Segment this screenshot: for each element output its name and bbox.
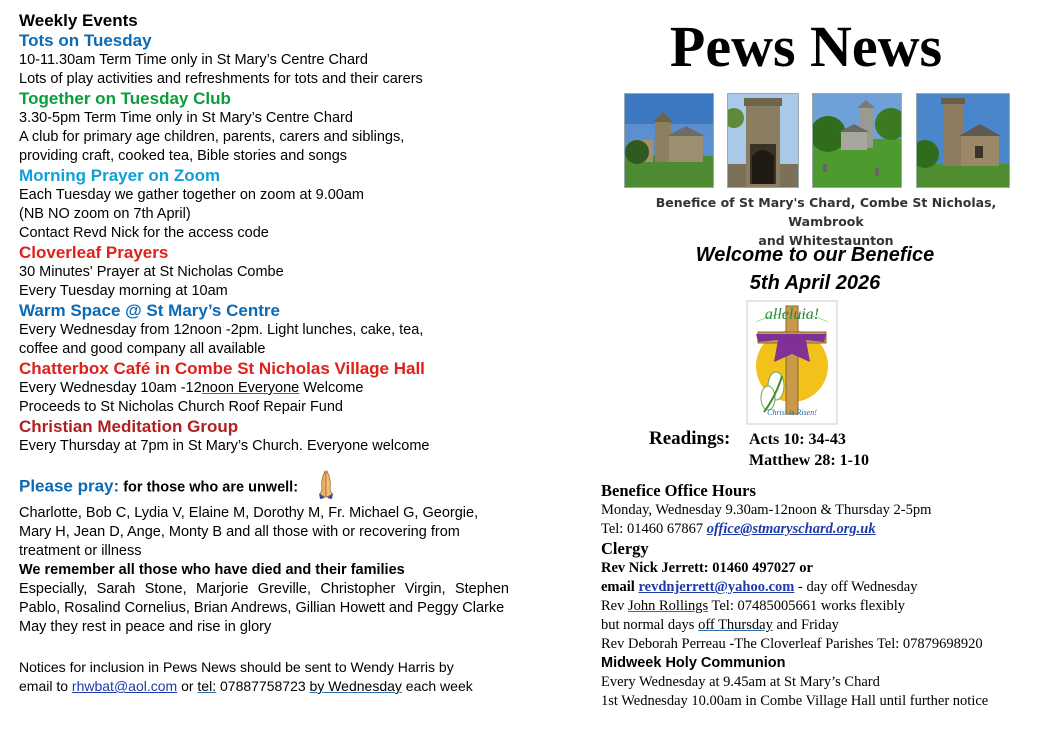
readings-label: Readings:: [649, 428, 731, 449]
church-photo-strip: [624, 93, 1020, 188]
logo-alleluia-text: alleluia!: [764, 306, 820, 323]
event-line: Every Tuesday morning at 10am: [19, 283, 228, 299]
logo-risen-text: Christ is Risen!: [767, 408, 817, 417]
clergy-nick: Rev Nick Jerrett: 01460 497027 or: [601, 560, 813, 576]
event-line: (NB NO zoom on 7th April): [19, 206, 191, 222]
event-line: Every Wednesday 10am -12noon Everyone Welcome: [19, 380, 364, 396]
event-title-together: Together on Tuesday Club: [19, 89, 231, 108]
weekly-events-heading: Weekly Events: [19, 11, 138, 30]
praying-hands-icon: [316, 469, 336, 506]
event-line: Every Wednesday from 12noon -2pm. Light lunches, cake, tea,: [19, 322, 424, 338]
rest-line: May they rest in peace and rise in glory: [19, 619, 272, 635]
remember-names: Especially, Sarah Stone, Marjorie Greville, Christopher Virgin, Stephen Pablo, Rosalind Cornelius, Brian Andrews, Gillian Howett and Peggy Clarke: [19, 581, 509, 616]
church-photo: [812, 93, 902, 188]
office-tel: Tel: 01460 67867 office@stmaryschard.org.uk: [601, 521, 876, 537]
clergy-deborah: Rev Deborah Perreau -The Cloverleaf Parishes Tel: 07879698920: [601, 636, 983, 652]
event-line: Contact Revd Nick for the access code: [19, 225, 269, 241]
welcome-heading: Welcome to our Benefice 5th April 2026: [695, 244, 935, 294]
church-photo: [624, 93, 714, 188]
event-line: providing craft, cooked tea, Bible stories and songs: [19, 148, 348, 164]
event-line: A club for primary age children, parents, carers and siblings,: [19, 129, 405, 145]
event-title-chatterbox: Chatterbox Café in Combe St Nicholas Village Hall: [19, 359, 425, 378]
event-line: Lots of play activities and refreshments for tots and their carers: [19, 71, 423, 87]
midweek-heading: Midweek Holy Communion: [601, 655, 786, 671]
benefice-caption: Benefice of St Mary's Chard, Combe St Nicholas, Wambrook and Whitestaunton: [655, 195, 997, 248]
church-photo: [727, 93, 799, 188]
reading-2: Matthew 28: 1-10: [749, 452, 869, 469]
readings: [649, 428, 869, 470]
clergy-nick-email: email revdnjerrett@yahoo.com - day off Wednesday: [601, 579, 918, 595]
please-pray-heading: Please pray: for those who are unwell:: [19, 469, 509, 506]
event-line: 10-11.30am Term Time only in St Mary’s Centre Chard: [19, 52, 368, 68]
weekly-events-column: [19, 10, 509, 696]
reading-1: Acts 10: 34-43: [749, 431, 846, 448]
event-line: Proceeds to St Nicholas Church Roof Repair Fund: [19, 399, 343, 415]
office-clergy-block: [601, 481, 1046, 711]
event-title-meditation: Christian Meditation Group: [19, 417, 239, 436]
midweek-line: 1st Wednesday 10.00am in Combe Village Hall until further notice: [601, 693, 989, 709]
church-photo: [916, 93, 1010, 188]
clergy-john-days: but normal days off Thursday and Friday: [601, 617, 839, 633]
event-title-morning-prayer: Morning Prayer on Zoom: [19, 166, 221, 185]
event-line: 3.30-5pm Term Time only in St Mary’s Centre Chard: [19, 110, 353, 126]
office-hours: Monday, Wednesday 9.30am-12noon & Thursday 2-5pm: [601, 502, 932, 518]
notices-email-link[interactable]: rhwbat@aol.com: [71, 678, 178, 694]
midweek-line: Every Wednesday at 9.45am at St Mary’s Chard: [601, 674, 880, 690]
unwell-names: Charlotte, Bob C, Lydia V, Elaine M, Dorothy M, Fr. Michael G, Georgie, Mary H, Jean D, Ange, Monty B and all those with or recovering from treatment or illness: [19, 505, 479, 559]
masthead-title: Pews News: [669, 14, 943, 79]
event-line: coffee and good company all available: [19, 341, 266, 357]
event-line: 30 Minutes' Prayer at St Nicholas Combe: [19, 264, 284, 280]
event-title-warm-space: Warm Space @ St Mary’s Centre: [19, 301, 280, 320]
notices-text: Notices for inclusion in Pews News should be sent to Wendy Harris by email to rhwbat@aol.com or tel: 07887758723 by Wednesday each week: [19, 659, 473, 694]
event-line: Each Tuesday we gather together on zoom at 9.00am: [19, 187, 364, 203]
clergy-john: Rev John Rollings Tel: 07485005661 works flexibly: [601, 598, 906, 614]
clergy-heading: Clergy: [601, 539, 649, 558]
office-hours-heading: Benefice Office Hours: [601, 481, 756, 500]
alleluia-cross-logo: [746, 300, 838, 425]
event-title-cloverleaf: Cloverleaf Prayers: [19, 243, 169, 262]
office-email-link[interactable]: office@stmaryschard.org.uk: [706, 521, 876, 537]
event-title-tots: Tots on Tuesday: [19, 31, 152, 50]
nick-email-link[interactable]: revdnjerrett@yahoo.com: [638, 579, 795, 595]
event-line: Every Thursday at 7pm in St Mary’s Church. Everyone welcome: [19, 438, 430, 454]
remember-heading: We remember all those who have died and their families: [19, 562, 405, 578]
